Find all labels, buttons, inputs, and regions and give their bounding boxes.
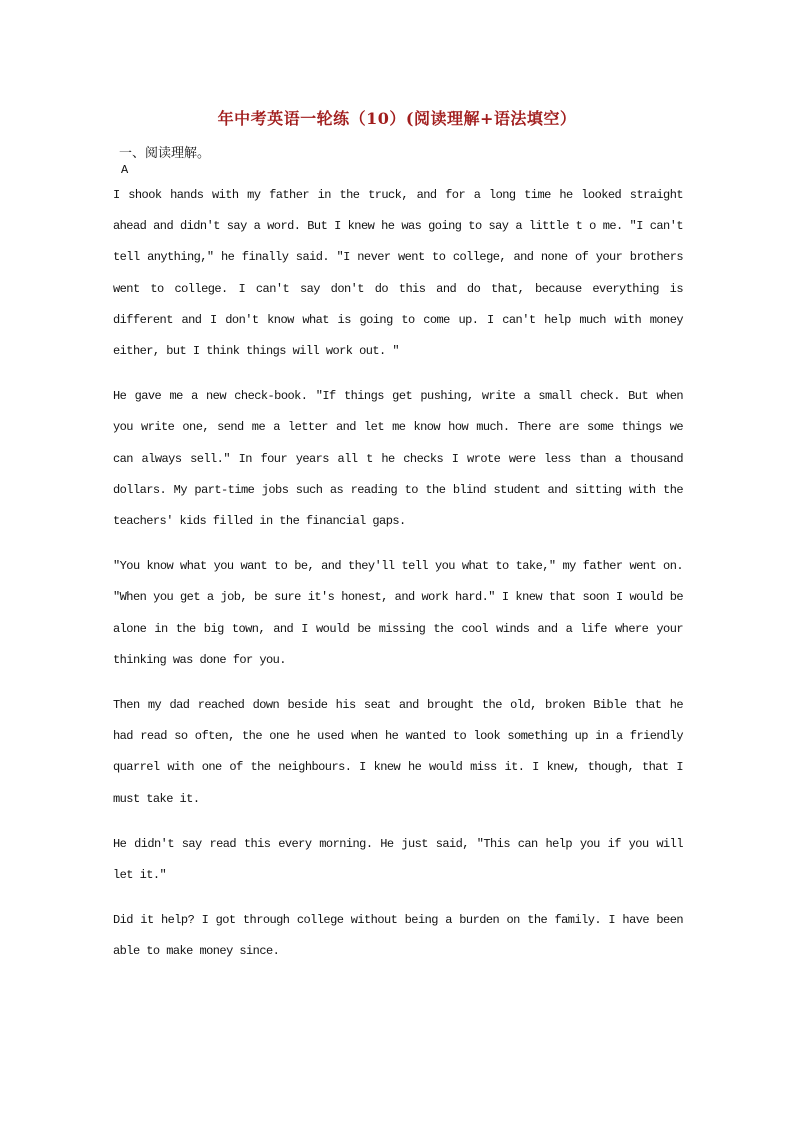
paragraph-1: I shook hands with my father in the truck, and for a long time he looked straight ahead and didn't say a word. But I knew he was going to say a little t o me. "I can't tell anything," he finally said. "I never went to college, and none of your brothers went to college. I can't say don't do this and do that, because everything is different and I don't know what is going to come up. I can't help much with money either, but I think things will work out. " (113, 188, 683, 359)
paragraph-3: "You know what you want to be, and they'll tell you what to take," my father went on. "When you get a job, be sure it's honest, and work hard." I knew that soon I would be alone in the big town, and I would be missing the cool winds and a life where your thinking was done for you. (113, 559, 683, 667)
passage-label: A (121, 163, 129, 177)
passage-body (113, 180, 683, 982)
paragraph-6: Did it help? I got through college without being a burden on the family. I have been able to make money since. (113, 913, 683, 959)
paragraph-4: Then my dad reached down beside his seat and brought the old, broken Bible that he had read so often, the one he used when he wanted to look something up in a friendly quarrel with one of the neighbours. I knew he would miss it. I knew, though, that I must take it. (113, 698, 683, 806)
section-heading: 一、阅读理解。 (119, 146, 211, 161)
paragraph-5: He didn't say read this every morning. He just said, "This can help you if you will let it." (113, 836, 683, 883)
paragraph-2: He gave me a new check-book. "If things get pushing, write a small check. But when you write one, send me a letter and let me know how much. There are some things we can always sell." In four years all t he checks I wrote were less than a thousand dollars. My part-time jobs such as reading to the blind student and sitting with the teachers' kids filled in the financial gaps. (113, 389, 683, 529)
document-title: 年中考英语一轮练（10）(阅读理解+语法填空） (217, 109, 577, 128)
